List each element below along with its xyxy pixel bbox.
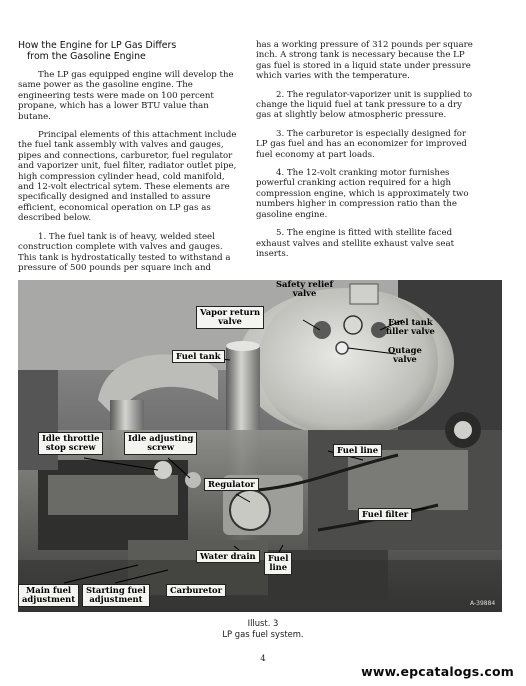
- label-idle-throttle-line2: stop screw: [45, 442, 96, 453]
- label-safety-relief-line2: valve: [292, 288, 317, 299]
- label-fuel-line-lower: [264, 552, 292, 575]
- label-fuel-tank: [172, 350, 225, 363]
- paragraph-item-3: 3. The carburetor is especially designed for LP gas fuel and has an economizer for improved fuel economy at part loads.: [256, 128, 467, 160]
- left-text-column: [18, 40, 240, 281]
- label-fuel-filter-text: Fuel filter: [362, 509, 409, 519]
- label-regulator-text: Regulator: [208, 479, 255, 489]
- label-vapor-return-line2: valve: [218, 316, 242, 327]
- label-main-fuel-adjustment: [18, 584, 79, 607]
- label-outage-valve: [388, 346, 422, 365]
- page-number: 4: [260, 654, 266, 664]
- label-filler-line1: Fuel tank: [388, 317, 433, 327]
- label-water-drain-text: Water drain: [200, 551, 256, 561]
- label-fuel-filter: [358, 508, 412, 521]
- label-fuel-line-lower-line1: Fuel: [268, 553, 289, 563]
- label-fuel-tank-text: Fuel tank: [176, 351, 221, 361]
- right-text-column: [256, 40, 474, 267]
- label-outage-line1: Outage: [388, 345, 422, 355]
- label-filler-line2: filler valve: [386, 326, 435, 337]
- label-regulator: [204, 478, 259, 491]
- engine-photo: [18, 280, 502, 612]
- label-fuel-line-upper-text: Fuel line: [337, 445, 379, 455]
- label-carburetor-text: Carburetor: [170, 585, 223, 595]
- label-starting-fuel-line1: Starting fuel: [86, 585, 146, 595]
- paragraph-item-4: 4. The 12-volt cranking motor furnishes powerful cranking action required for a high compression engine, which is approximately two numbers higher in compression ratio than the gasoline engine.: [256, 168, 469, 220]
- section-heading-line1: How the Engine for LP Gas Differs: [18, 40, 177, 51]
- label-idle-throttle-stop-screw: [38, 432, 103, 455]
- caption-line1: Illust. 3: [247, 618, 279, 628]
- paragraph-item-5: 5. The engine is fitted with stellite faced exhaust valves and stellite exhaust valve seat inserts.: [256, 228, 455, 259]
- label-idle-adjusting-screw: [124, 432, 197, 455]
- section-heading-line2: from the Gasoline Engine: [27, 51, 146, 62]
- label-fuel-tank-filler-valve: [386, 318, 435, 337]
- label-vapor-return-line1: Vapor return: [200, 307, 261, 317]
- label-carburetor: [166, 584, 226, 597]
- label-main-fuel-line1: Main fuel: [26, 585, 72, 595]
- label-safety-relief-valve: [276, 280, 333, 299]
- paragraph-item-1-continued: has a working pressure of 312 pounds per square inch. A strong tank is necessary because the LP gas fuel is stored in a liquid state under pressure which varies with the temperature.: [256, 40, 473, 82]
- paragraph-item-1: 1. The fuel tank is of heavy, welded steel construction complete with valves and gauges. This tank is hydrostatically tested to withstand a pressure of 500 pounds per square inch and: [18, 231, 231, 273]
- paragraph-item-2: 2. The regulator-vaporizer unit is supplied to change the liquid fuel at tank pressure to a dry gas at slightly below atmospheric pressure.: [256, 89, 473, 121]
- section-heading: [18, 40, 240, 62]
- illustration-caption: [0, 618, 526, 640]
- label-outage-line2: valve: [393, 354, 417, 365]
- label-safety-relief-line1: Safety relief: [276, 280, 334, 289]
- label-water-drain: [196, 550, 260, 563]
- label-vapor-return-valve: [196, 306, 264, 329]
- caption-line2: LP gas fuel system.: [222, 629, 304, 639]
- label-idle-adjusting-line2: screw: [147, 442, 175, 453]
- watermark: www.epcatalogs.com: [361, 664, 514, 679]
- label-starting-fuel-adjustment: [82, 584, 150, 607]
- label-idle-adjusting-line1: Idle adjusting: [128, 433, 194, 443]
- photo-code: A-39884: [470, 600, 496, 607]
- paragraph-intro: The LP gas equipped engine will develop the same power as the gasoline engine. The engineering tests were made on 100 percent propane, which has a lower BTU value than butane.: [18, 70, 234, 122]
- label-fuel-line-upper: [333, 444, 382, 457]
- label-idle-throttle-line1: Idle throttle: [42, 433, 100, 443]
- label-main-fuel-line2: adjustment: [22, 594, 76, 605]
- label-starting-fuel-line2: adjustment: [89, 594, 143, 605]
- paragraph-principal-elements: Principal elements of this attachment include the fuel tank assembly with valves and gauges, pipes and connections, carburetor, fuel regulator and vaporizer unit, fuel filter, radiator outlet pipe, high compression cylinder head, cold manifold, and 12-volt electrical sytem. These elements are specifically designed and installed to assure efficient, economical operation on LP gas as described below.: [18, 130, 237, 224]
- label-fuel-line-lower-line2: line: [269, 562, 288, 573]
